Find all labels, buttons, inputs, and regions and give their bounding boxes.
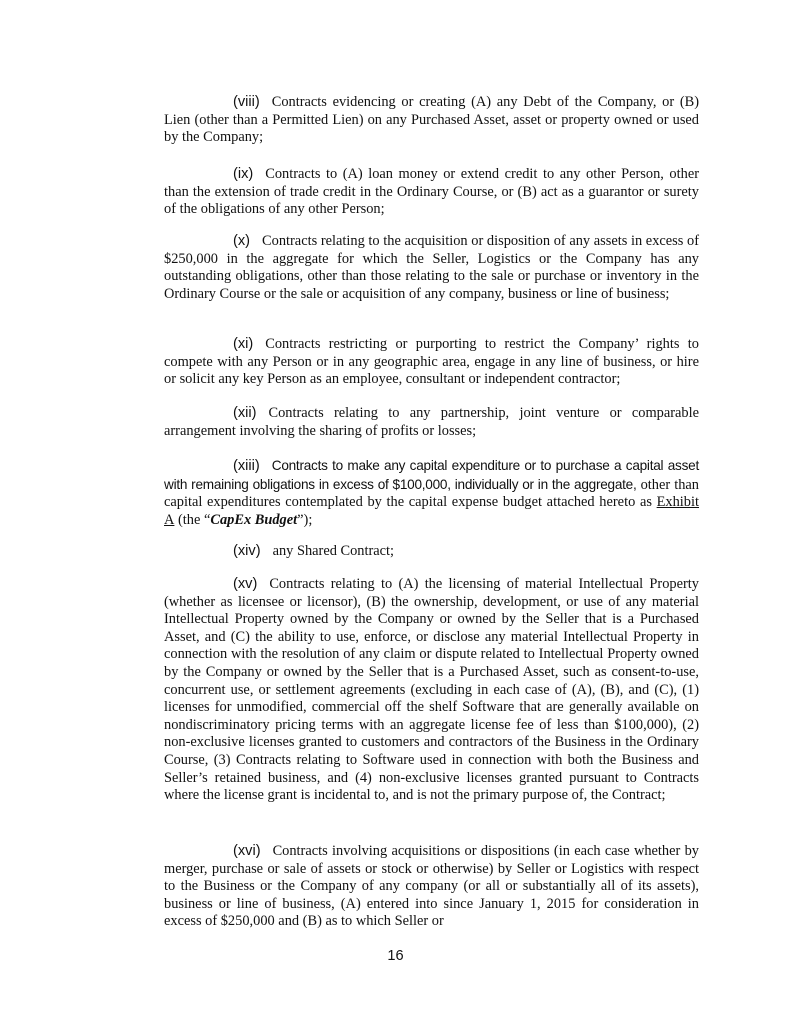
clause-x	[164, 233, 699, 303]
clause-number: (xii)	[233, 405, 257, 421]
clause-number: (xi)	[233, 336, 254, 352]
clause-xvi	[164, 843, 699, 931]
clause-ix	[164, 166, 699, 219]
clause-xiv	[164, 543, 699, 561]
clause-number: (ix)	[233, 166, 254, 182]
clause-number: (viii)	[233, 94, 260, 110]
clause-xi	[164, 336, 699, 389]
defined-term: CapEx Budget	[210, 511, 298, 528]
clause-text: Contracts relating to (A) the licensing of material Intellectual Property (whether as licensee or licensor), (B) the ownership, development, or use of any material Intellectual Property owned by the Company or owned by the Seller that is a Purchased Asset, and (C) the ability to use, enforce, or disclose any material Intellectual Property in connection with the resolution of any claim or dispute related to Intellectual Property owned by the Company or owned by the Seller that is a Purchased Asset, such as consent-to-use, concurrent use, or settlement agreements (excluding in each case of (A), (B), and (C), (1) licenses for unmodified, commercial off the shelf Software that are generally available on nondiscriminatory pricing terms with an aggregate license fee of less than $100,000), (2) non-exclusive licenses granted to customers and contractors of the Business in the Ordinary Course, (3) Contracts relating to Software used in connection with both the Business and Seller’s retained business, and (4) non-exclusive licenses granted pursuant to Contracts where the license grant is incidental to, and is not the primary purpose of, the Contract;	[164, 576, 699, 804]
exhibit-a-reference: Exhibit A	[164, 494, 699, 528]
clause-number: (xiii)	[233, 458, 260, 474]
clause-text: Contracts involving acquisitions or dispositions (in each case whether by merger, purchase or sale of assets or stock or otherwise) by Seller or Logistics with respect to the Business or the Company of any company (or all or substantially all of its assets), business or line of business, (A) entered into since January 1, 2015 for consideration in excess of $250,000 and (B) as to which Seller or	[164, 843, 699, 930]
clause-text-sans: Contracts to make any capital expenditure or to purchase a capital asset with remaining obligations in excess of $100,000, individually or in the aggregate,	[164, 458, 699, 492]
clause-text: Contracts restricting or purporting to restrict the Company’ rights to compete with any Person or in any geographic area, engage in any line of business, or hire or solicit any key Person as an employee, consultant or independent contractor;	[164, 336, 699, 388]
clause-number: (x)	[233, 233, 251, 249]
clause-xii	[164, 405, 699, 440]
clause-text: other than capital expenditures contemplated by the capital expense budget attached hereto as	[164, 476, 699, 511]
clause-viii	[164, 94, 699, 147]
clause-text: any Shared Contract;	[272, 543, 395, 559]
clause-text: (the “	[174, 511, 211, 528]
clause-xv	[164, 576, 699, 805]
clause-xiii	[164, 457, 699, 529]
clause-text: ”);	[297, 511, 313, 528]
clause-number: (xv)	[233, 576, 258, 592]
clause-number: (xiv)	[233, 543, 261, 559]
clause-text: Contracts relating to any partnership, joint venture or comparable arrangement involving the sharing of profits or losses;	[164, 405, 699, 439]
clause-number: (xvi)	[233, 843, 261, 859]
clause-text: Contracts to (A) loan money or extend credit to any other Person, other than the extension of trade credit in the Ordinary Course, or (B) act as a guarantor or surety of the obligations of any other Person;	[164, 166, 699, 218]
clause-text: Contracts relating to the acquisition or disposition of any assets in excess of $250,000 in the aggregate for which the Seller, Logistics or the Company has any outstanding obligations, other than those relating to the sale or purchase or inventory in the Ordinary Course or the sale or acquisition of any company, business or line of business;	[164, 233, 699, 302]
page-number: 16	[387, 948, 404, 964]
clause-text: Contracts evidencing or creating (A) any Debt of the Company, or (B) Lien (other than a Permitted Lien) on any Purchased Asset, asset or property owned or used by the Company;	[164, 94, 699, 146]
